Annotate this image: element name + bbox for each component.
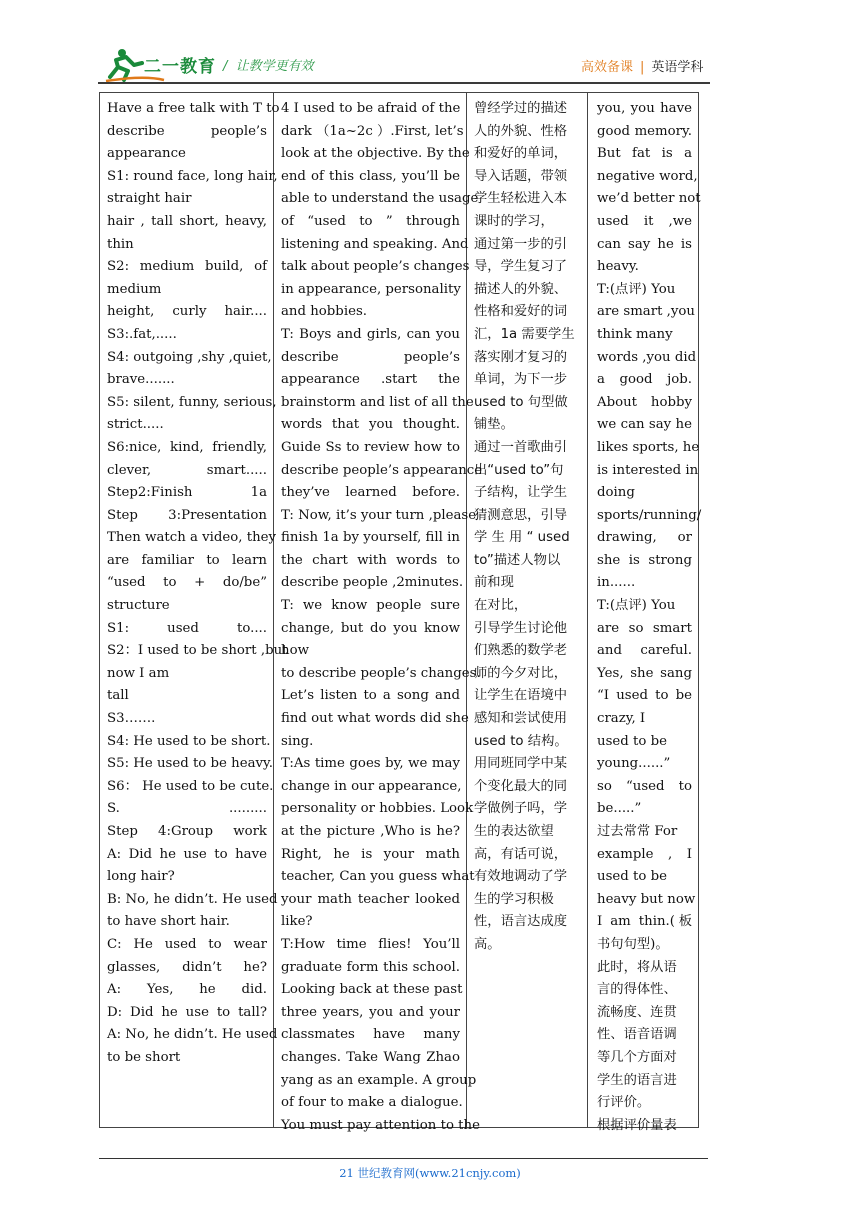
table-line: changes. Take Wang Zhao <box>281 1049 460 1065</box>
table-line: words that you thought. <box>281 417 460 433</box>
table-line: 书句句型)。 <box>597 936 669 952</box>
table-line: 子结构，让学生 <box>474 485 568 501</box>
table-line: 导，学生复习了 <box>474 259 568 275</box>
table-line: used to 结构。 <box>474 733 568 749</box>
table-line: how <box>281 643 309 659</box>
table-line: example , I <box>597 846 692 862</box>
table-line: heavy. <box>597 259 639 275</box>
table-line: of “used to ” through <box>281 213 460 229</box>
table-line: a good job. <box>597 372 692 388</box>
table-line: thin <box>107 236 134 252</box>
table-line: “used to + do/be” <box>107 575 267 591</box>
slogan-text: 让教学更有效 <box>235 59 314 74</box>
table-line: But fat is a <box>597 146 692 162</box>
table-line: young......” <box>597 756 671 772</box>
table-line: A: No, he didn’t. He used <box>107 1027 278 1043</box>
table-line: to have short hair. <box>107 914 230 930</box>
tag-subject: 英语学科 <box>651 60 704 75</box>
table-line: listening and speaking. And <box>281 236 469 252</box>
table-line: three years, you and your <box>281 1004 460 1020</box>
table-line: C: He used to wear <box>107 936 267 952</box>
column-teacher-activity <box>274 93 483 1133</box>
table-line: 性，语言达成度 <box>474 914 568 930</box>
table-line: negative word, <box>597 168 698 184</box>
table-line: S4: outgoing ,shy ,quiet, <box>107 349 272 365</box>
table-line: sing. <box>281 733 314 749</box>
table-line: S2: medium build, of <box>107 259 267 275</box>
table-line: brainstorm and list of all the <box>281 394 474 410</box>
table-line: and hobbies. <box>281 304 367 320</box>
slogan-separator: / <box>223 59 228 74</box>
table-line: used to be <box>597 869 667 885</box>
table-line: think many <box>597 326 673 342</box>
table-line: yang as an example. A group <box>281 1072 477 1088</box>
table-line: Looking back at these past <box>281 982 463 998</box>
table-line: of four to make a dialogue. <box>281 1095 463 1111</box>
table-line: appearance .start the <box>281 372 460 388</box>
table-line: 过去常常 For <box>597 824 678 839</box>
footer-text: 21 世纪教育网(www.21cnjy.com) <box>339 1166 521 1180</box>
table-line: the chart with words to <box>281 552 460 568</box>
table-line: S6:nice, kind, friendly, <box>107 439 267 455</box>
table-line: likes sports, he <box>597 439 700 455</box>
table-line: Have a free talk with T to <box>107 101 280 116</box>
table-line: Step 4:Group work <box>107 824 267 839</box>
page-header <box>0 0 860 90</box>
table-line: I am thin.(板 <box>597 914 692 930</box>
table-line: Right, he is your math <box>281 846 460 862</box>
table-line: 通过第一步的引 <box>474 236 568 252</box>
table-line: S. ......... <box>107 801 267 817</box>
table-line: Step 3:Presentation <box>107 507 267 523</box>
table-line: S1: used to.... <box>107 620 267 636</box>
table-line: medium <box>107 281 162 297</box>
table-line: hair , tall short, heavy, <box>107 213 267 229</box>
lesson-table <box>99 92 702 1133</box>
table-line: like? <box>281 914 313 930</box>
table-line: change in our appearance, <box>281 778 462 794</box>
table-line: T:How time flies! You’ll <box>281 936 460 952</box>
table-line: strict..... <box>107 417 164 433</box>
table-line: S1: round face, long hair, <box>107 168 278 184</box>
table-line: 导入话题，带领 <box>474 168 568 184</box>
table-line: used to 句型做 <box>474 394 568 410</box>
table-line: long hair? <box>107 869 175 885</box>
column-steps <box>100 93 288 1127</box>
table-line: 4 I used to be afraid of the <box>281 101 461 116</box>
table-line: 前和现 <box>474 575 514 591</box>
table-line: be.....” <box>597 801 642 817</box>
table-line: 单词，为下一步 <box>474 372 568 388</box>
table-line: 言的得体性、 <box>597 982 677 998</box>
table-line: A: Yes, he did. <box>107 982 267 998</box>
table-line: Yes, she sang <box>597 665 692 681</box>
table-line: 学生轻松进入本 <box>474 191 568 207</box>
table-line: height, curly hair.... <box>107 304 267 320</box>
table-line: S3:.fat,..... <box>107 326 177 342</box>
table-line: to describe people’s changes. <box>281 665 481 681</box>
table-line: doing <box>597 485 635 501</box>
table-line: 用同班同学中某 <box>474 756 568 772</box>
table-line: T: Boys and girls, can you <box>281 326 460 342</box>
table-line: is interested in <box>597 462 699 478</box>
table-line: 学 生 用 “ used <box>474 530 570 546</box>
table-line: can say he is <box>597 236 692 252</box>
header-rule <box>98 82 710 84</box>
table-line: describe people’s <box>281 349 460 365</box>
table-line: 性、语音语调 <box>597 1027 677 1043</box>
table-line: S5: He used to be heavy. <box>107 756 273 772</box>
table-line: 在对比， <box>474 598 528 614</box>
table-line: “I used to be <box>597 688 692 704</box>
table-line: 出“used to”句 <box>474 462 564 478</box>
table-line: describe people ,2minutes. <box>281 575 464 591</box>
table-line: tall <box>107 688 129 704</box>
table-line: are familiar to learn <box>107 552 267 568</box>
table-line: we can say he <box>597 417 692 433</box>
table-line: A: Did he use to have <box>107 846 267 862</box>
table-line: B: No, he didn’t. He used <box>107 891 278 907</box>
table-line: 生的学习积极 <box>474 891 554 907</box>
table-line: T: we know people sure <box>281 598 460 614</box>
table-line: crazy, I <box>597 711 646 727</box>
table-line: 引导学生讨论他 <box>474 620 568 636</box>
table-line: 们熟悉的数学老 <box>474 643 568 659</box>
table-line: 等几个方面对 <box>597 1049 677 1065</box>
table-line: You must pay attention to the <box>281 1117 480 1133</box>
table-line: used to be <box>597 733 667 749</box>
table-line: 曾经学过的描述 <box>474 101 568 116</box>
table-line: 根据评价量表 <box>597 1117 677 1133</box>
table-line: D: Did he use to tall? <box>107 1004 267 1020</box>
table-line: 课时的学习， <box>474 213 554 229</box>
table-line: 铺垫。 <box>474 417 514 433</box>
table-line: able to understand the usage <box>281 191 479 207</box>
table-line: 行评价。 <box>597 1095 651 1111</box>
table-line: T:(点评) You <box>597 598 676 614</box>
table-line: are so smart <box>597 620 692 636</box>
table-line: 此时，将从语 <box>597 959 677 975</box>
table-line: heavy but now <box>597 891 696 907</box>
table-line: 猜测意思，引导 <box>474 507 568 523</box>
table-line: words ,you did <box>597 349 697 365</box>
table-line: 描述人的外貌、 <box>474 281 568 297</box>
table-line: change, but do you know <box>281 620 460 636</box>
tag-prep: 高效备课 <box>581 60 634 75</box>
table-line: describe people’s appearance <box>281 462 483 478</box>
tag-separator: | <box>640 60 645 75</box>
table-line: she is strong <box>597 552 692 568</box>
table-line: S6： He used to be cute. <box>107 778 274 794</box>
table-line: are smart ,you <box>597 304 695 320</box>
table-line: T: Now, it’s your turn ,please <box>281 507 477 523</box>
table-line: Then watch a video, they <box>107 530 277 546</box>
table-line: 高，有话可说， <box>474 846 568 862</box>
footer-rule <box>99 1158 708 1159</box>
table-line: in appearance, personality <box>281 281 461 297</box>
table-line: 高。 <box>474 936 501 952</box>
table-line: talk about people’s changes <box>281 259 470 275</box>
table-line: clever, smart..... <box>107 462 267 478</box>
table-line: Guide Ss to review how to <box>281 439 460 455</box>
table-line: drawing, or <box>597 530 692 546</box>
table-line: About hobby <box>597 394 692 410</box>
column-design-intent <box>467 93 588 1127</box>
table-line: 有效地调动了学 <box>474 869 568 885</box>
table-line: 学生的语言进 <box>597 1072 677 1088</box>
table-line: they’ve learned before. <box>281 485 460 501</box>
table-line: T:(点评) You <box>597 281 676 297</box>
table-line: classmates have many <box>281 1027 460 1043</box>
table-line: look at the objective. By the <box>281 146 470 162</box>
table-line: describe people’s <box>107 123 267 139</box>
table-line: you, you have <box>597 101 692 116</box>
table-line: good memory. <box>597 123 692 139</box>
table-line: now I am <box>107 665 170 681</box>
table-line: brave....... <box>107 372 175 388</box>
table-line: S4: He used to be short. <box>107 733 271 749</box>
table-line: we’d better not <box>597 191 701 207</box>
table-line: find out what words did she <box>281 711 469 727</box>
table-line: Let’s listen to a song and <box>281 688 460 704</box>
table-line: 生的表达欲望 <box>474 824 554 839</box>
table-line: your math teacher looked <box>281 891 460 907</box>
table-line: 汇，1a 需要学生 <box>474 326 575 342</box>
table-line: Step2:Finish 1a <box>107 485 267 501</box>
table-line: T:As time goes by, we may <box>281 756 460 772</box>
table-line: end of this class, you’ll be <box>281 168 460 184</box>
table-line: 学做例子吗，学 <box>474 801 568 817</box>
table-line: appearance <box>107 146 186 162</box>
table-line: S5: silent, funny, serious, <box>107 394 277 410</box>
table-line: and careful. <box>597 643 692 659</box>
table-line: 个变化最大的同 <box>474 778 568 794</box>
table-line: 师的今夕对比， <box>474 665 568 681</box>
table-line: S2：I used to be short ,but <box>107 643 288 659</box>
table-line: to be short <box>107 1049 181 1065</box>
slogan <box>223 55 314 74</box>
table-line: 让学生在语境中 <box>474 688 568 704</box>
table-line: teacher, Can you guess what <box>281 869 475 885</box>
table-line: 和爱好的单词， <box>474 146 568 162</box>
subject-tag <box>581 56 703 75</box>
table-line: in...... <box>597 575 636 591</box>
column-evaluation <box>588 93 702 1133</box>
table-line: 性格和爱好的词 <box>474 304 568 320</box>
table-line: S3……. <box>107 711 156 727</box>
table-line: 通过一首歌曲引 <box>474 439 568 455</box>
table-line: 感知和尝试使用 <box>474 711 568 727</box>
table-line: graduate form this school. <box>281 959 460 975</box>
table-line: so “used to <box>597 778 692 794</box>
table-line: sports/running/ <box>597 507 702 523</box>
table-line: personality or hobbies. Look <box>281 801 474 817</box>
table-line: 人的外貌、性格 <box>474 123 568 139</box>
table-line: 落实刚才复习的 <box>474 349 568 365</box>
table-line: to”描述人物以 <box>474 552 561 568</box>
table-line: straight hair <box>107 191 192 207</box>
table-line: used it ,we <box>597 213 692 229</box>
table-line: dark （1a~2c ）.First, let’s <box>281 123 464 139</box>
table-line: 流畅度、连贯 <box>597 1004 677 1020</box>
table-line: finish 1a by yourself, fill in <box>281 530 460 546</box>
logo-text: 二一教育 <box>144 57 216 77</box>
table-line: structure <box>107 598 170 614</box>
table-line: glasses, didn’t he? <box>107 959 267 975</box>
table-line: at the picture ,Who is he? <box>281 824 460 839</box>
